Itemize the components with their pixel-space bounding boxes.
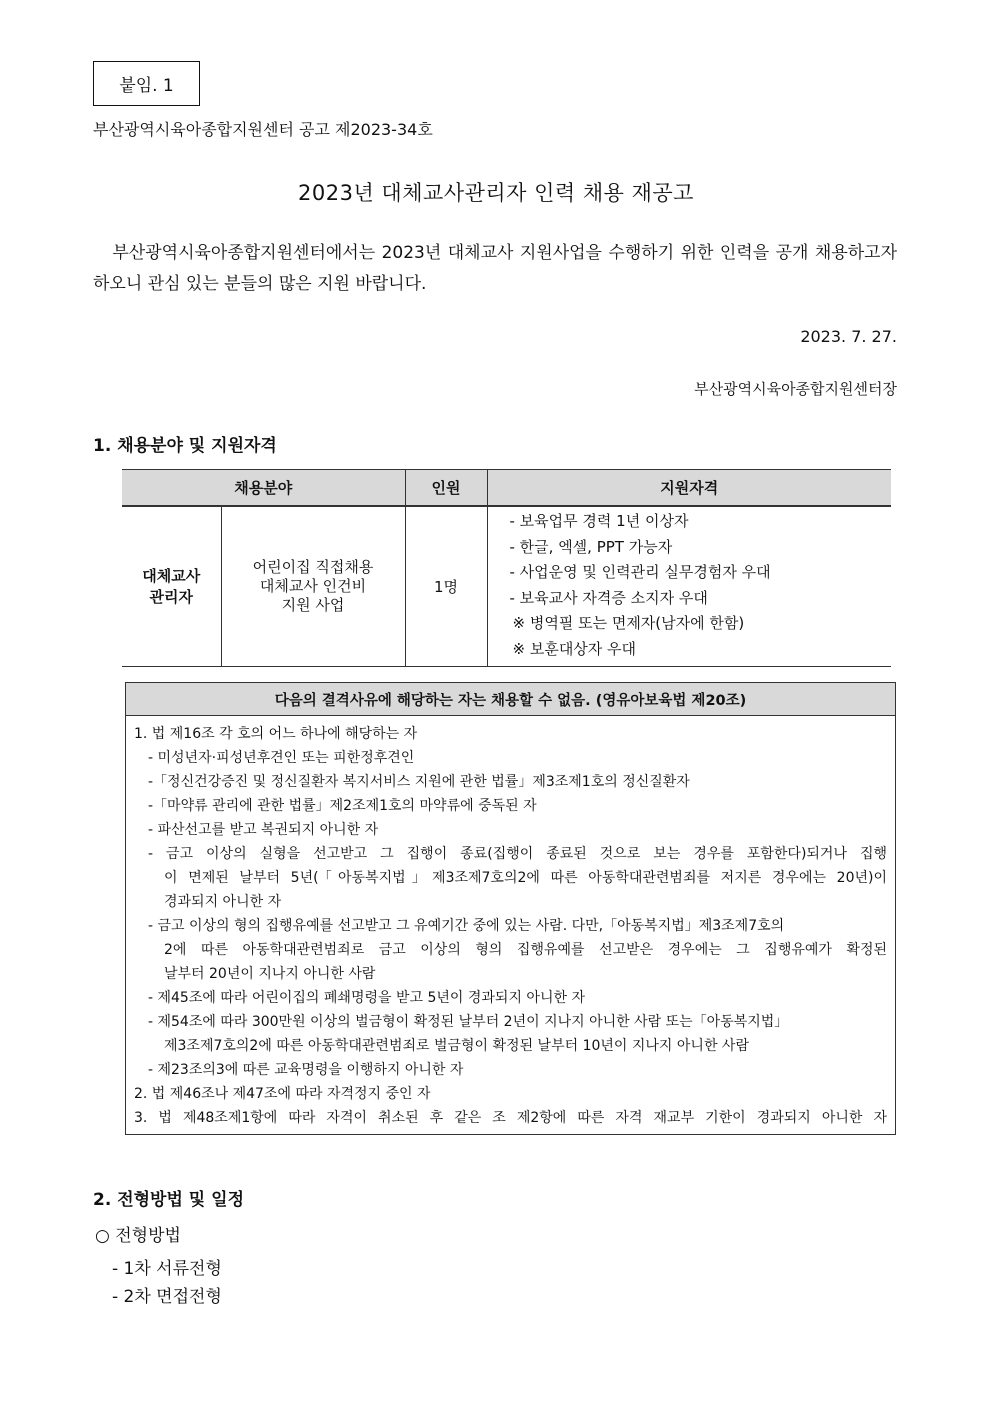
program-line: 지원 사업 xyxy=(281,596,345,614)
qualification-item: ※ 보훈대상자 우대 xyxy=(512,639,637,658)
qualification-item: - 사업운영 및 인력관리 실무경험자 우대 xyxy=(509,563,771,581)
qualification-item: - 보육교사 자격증 소지자 우대 xyxy=(509,588,708,607)
qualification-item: ※ 병역필 또는 면제자(남자에 한함) xyxy=(512,614,745,632)
list-item: - 제45조에 따라 어린이집의 폐쇄명령을 받고 5년이 경과되지 아니한 자 xyxy=(148,990,585,1006)
list-item: 3. 법 제48조제1항에 따라 자격이 취소된 후 같은 조 제2항에 따른 자격 재교부 기한이 경과되지 아니한 자 xyxy=(134,1110,887,1126)
disqualification-box xyxy=(125,682,896,1135)
list-item: - 금고 이상의 실형을 선고받고 그 집행이 종료(집행이 종료된 것으로 보는 경우를 포함한다)되거나 집행 xyxy=(148,846,887,862)
table-row xyxy=(122,506,891,667)
list-item: 제3조제7호의2에 따른 아동학대관련범죄로 벌금형이 확정된 날부터 10년이 지나지 아니한 사람 xyxy=(164,1038,749,1054)
list-item: - 2차 면접전형 xyxy=(112,1287,222,1307)
qualification-item: - 한글, 엑셀, PPT 가능자 xyxy=(509,537,673,556)
list-item: 날부터 20년이 지나지 아니한 사람 xyxy=(164,966,376,982)
list-item: - 제23조의3에 따른 교육명령을 이행하지 아니한 자 xyxy=(148,1062,464,1078)
disqualification-heading: 다음의 결격사유에 해당하는 자는 채용할 수 없음. (영유아보육법 제20조) xyxy=(126,683,895,716)
role-line: 대체교사 xyxy=(142,566,201,585)
qualification-item: - 보육업무 경력 1년 이상자 xyxy=(509,512,689,530)
header-count: 인원 xyxy=(405,470,487,507)
notice-number: 부산광역시육아종합지원센터 공고 제2023-34호 xyxy=(93,120,433,139)
list-item: -「마약류 관리에 관한 법률」제2조제1호의 마약류에 중독된 자 xyxy=(148,798,537,814)
count-cell: 1명 xyxy=(405,506,487,667)
section-1-heading: 1. 채용분야 및 지원자격 xyxy=(93,436,277,456)
program-line: 어린이집 직접채용 xyxy=(252,558,374,576)
role-line: 관리자 xyxy=(149,587,193,606)
list-item: - 제54조에 따라 300만원 이상의 벌금형이 확정된 날부터 2년이 지나지 아니한 사람 또는「아동복지법」 xyxy=(148,1014,789,1030)
program-cell xyxy=(221,506,405,667)
header-qualifications: 지원자격 xyxy=(487,470,891,507)
qualifications-cell xyxy=(487,506,891,667)
role-cell xyxy=(122,506,221,667)
table-header-row xyxy=(122,470,891,507)
list-item: 이 면제된 날부터 5년(「아동복지법」제3조제7호의2에 따른 아동학대관련범죄를 저지른 경우에는 20년)이 xyxy=(164,870,887,886)
list-item: 2에 따른 아동학대관련범죄로 금고 이상의 형의 집행유예를 선고받은 경우에는 그 집행유예가 확정된 xyxy=(164,942,887,958)
list-item: - 미성년자·피성년후견인 또는 피한정후견인 xyxy=(148,750,415,766)
list-item: 1. 법 제16조 각 호의 어느 하나에 해당하는 자 xyxy=(134,726,418,742)
intro-paragraph: 부산광역시육아종합지원센터에서는 2023년 대체교사 지원사업을 수행하기 위한 인력을 공개 채용하고자 하오니 관심 있는 분들의 많은 지원 바랍니다. xyxy=(93,243,898,294)
attachment-label: 붙임. 1 xyxy=(93,61,200,106)
list-item: - 1차 서류전형 xyxy=(112,1259,222,1279)
issuer: 부산광역시육아종합지원센터장 xyxy=(694,380,897,398)
list-item: - 금고 이상의 형의 집행유예를 선고받고 그 유예기간 중에 있는 사람. 다만,「아동복지법」제3조제7호의 xyxy=(148,918,785,934)
program-line: 대체교사 인건비 xyxy=(259,577,367,595)
disqualification-list xyxy=(126,716,895,1130)
recruitment-table xyxy=(122,469,891,667)
section-2-heading: 2. 전형방법 및 일정 xyxy=(93,1190,244,1210)
list-item: - 파산선고를 받고 복권되지 아니한 자 xyxy=(148,822,379,838)
header-field: 채용분야 xyxy=(122,470,405,507)
list-item: 2. 법 제46조나 제47조에 따라 자격정지 중인 자 xyxy=(134,1086,431,1102)
page-title: 2023년 대체교사관리자 인력 채용 재공고 xyxy=(298,181,694,205)
list-item: 경과되지 아니한 자 xyxy=(164,894,282,910)
notice-date: 2023. 7. 27. xyxy=(800,327,897,346)
list-item: -「정신건강증진 및 정신질환자 복지서비스 지원에 관한 법률」제3조제1호의 정신질환자 xyxy=(148,774,690,790)
method-heading: ○ 전형방법 xyxy=(95,1226,181,1246)
